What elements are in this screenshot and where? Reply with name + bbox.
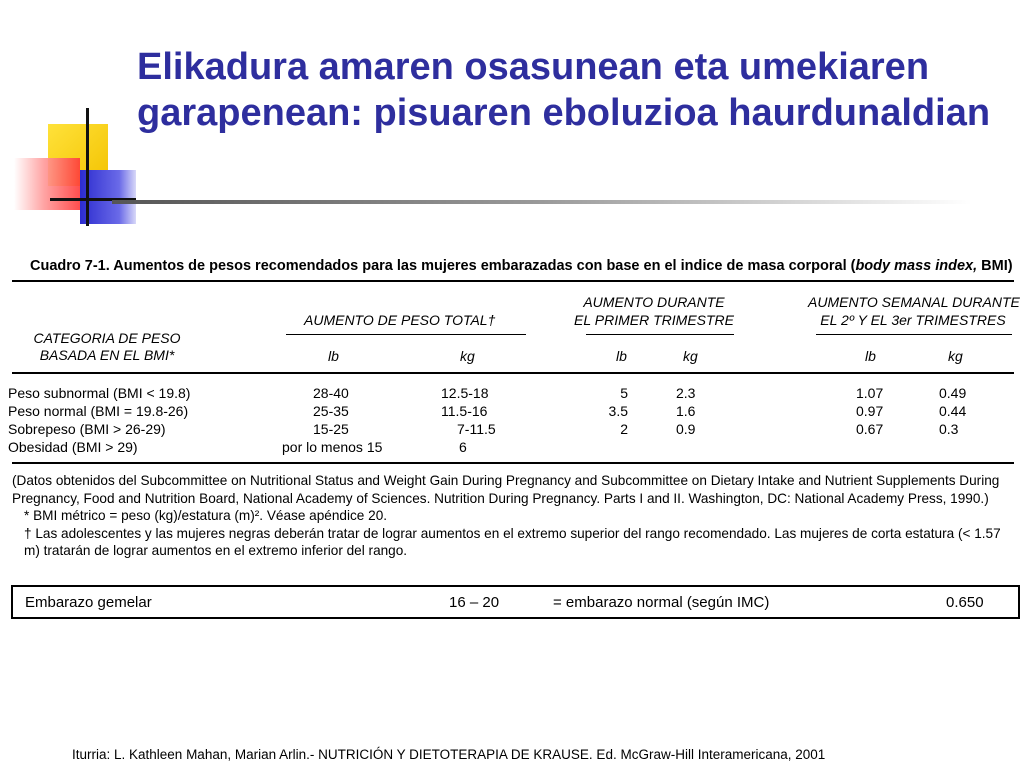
weekly-lb-unit: lb (865, 348, 876, 364)
note-dagger: † Las adolescentes y las mujeres negras deberán tratar de lograr aumentos en el extremo superior del rango recomendado. Las mujeres de corta estatura (< 1.57 m) tratarán de lograr aumentos en el extremo inferior del rango. (24, 525, 1001, 558)
logo-vertical-line (86, 108, 89, 226)
twin-weekly-value: 0.650 (946, 594, 984, 611)
weekly-header-1: AUMENTO SEMANAL DURANTE (808, 294, 1020, 310)
twin-pregnancy-row (11, 585, 1020, 619)
first-kg-unit: kg (683, 348, 698, 364)
citation: Iturria: L. Kathleen Mahan, Marian Arlin.- NUTRICIÓN Y DIETOTERAPIA DE KRAUSE. Ed. McGraw-Hill Interamericana, 2001 (72, 747, 826, 762)
weekly-rule (816, 334, 1012, 335)
total-kg-unit: kg (460, 348, 475, 364)
header-bottom-rule (12, 372, 1014, 374)
logo-red-square (14, 158, 80, 210)
note-source: (Datos obtenidos del Subcommittee on Nutritional Status and Weight Gain During Pregnancy and Subcommittee on Dietary Intake and Nutrient Supplements During Pregnancy, Food and Nutrition Board, National Academy of Sciences. Nutrition During Pregnancy. Parts I and II. Washington, DC: National Academy Press, 1990.) (12, 473, 1000, 506)
title-underline (112, 200, 972, 204)
weight-gain-table (8, 246, 1018, 572)
table-row: Sobrepeso (BMI > 26-29) 15-25 7-11.5 2 0.9 0.67 0.3 (8, 421, 959, 437)
twin-equivalence: = embarazo normal (según IMC) (553, 594, 770, 611)
category-header: CATEGORIA DE PESO BASADA EN EL BMI* (33, 330, 181, 363)
total-gain-rule (286, 334, 526, 335)
first-trimester-header-1: AUMENTO DURANTE (583, 294, 725, 310)
table-row: Peso normal (BMI = 19.8-26) 25-35 11.5-16 3.5 1.6 0.97 0.44 (8, 403, 967, 419)
note-bmi: * BMI métrico = peso (kg)/estatura (m)². Véase apéndice 20. (24, 508, 388, 523)
table-row: Obesidad (BMI > 29) por lo menos 15 6 (8, 439, 467, 455)
twin-range: 16 – 20 (449, 594, 500, 611)
table-row: Peso subnormal (BMI < 19.8) 28-40 12.5-18 5 2.3 1.07 0.49 (8, 385, 967, 401)
weekly-header-2: EL 2º Y EL 3er TRIMESTRES (820, 312, 1006, 328)
total-lb-unit: lb (328, 348, 339, 364)
weekly-kg-unit: kg (948, 348, 963, 364)
table-notes (12, 472, 1018, 560)
first-lb-unit: lb (616, 348, 627, 364)
table-top-rule (12, 280, 1014, 282)
twin-label: Embarazo gemelar (25, 594, 152, 611)
first-trimester-rule (586, 334, 734, 335)
rows-bottom-rule (12, 462, 1014, 464)
total-gain-header: AUMENTO DE PESO TOTAL† (304, 312, 496, 328)
first-trimester-header-2: EL PRIMER TRIMESTRE (574, 312, 734, 328)
slide-title: Elikadura amaren osasunean eta umekiaren garapenean: pisuaren eboluzioa haurdunaldian (137, 46, 991, 134)
table-caption: Cuadro 7-1. Aumentos de pesos recomendados para las mujeres embarazadas con base en el indice de masa corporal (body mass index, BMI) (30, 258, 1013, 274)
